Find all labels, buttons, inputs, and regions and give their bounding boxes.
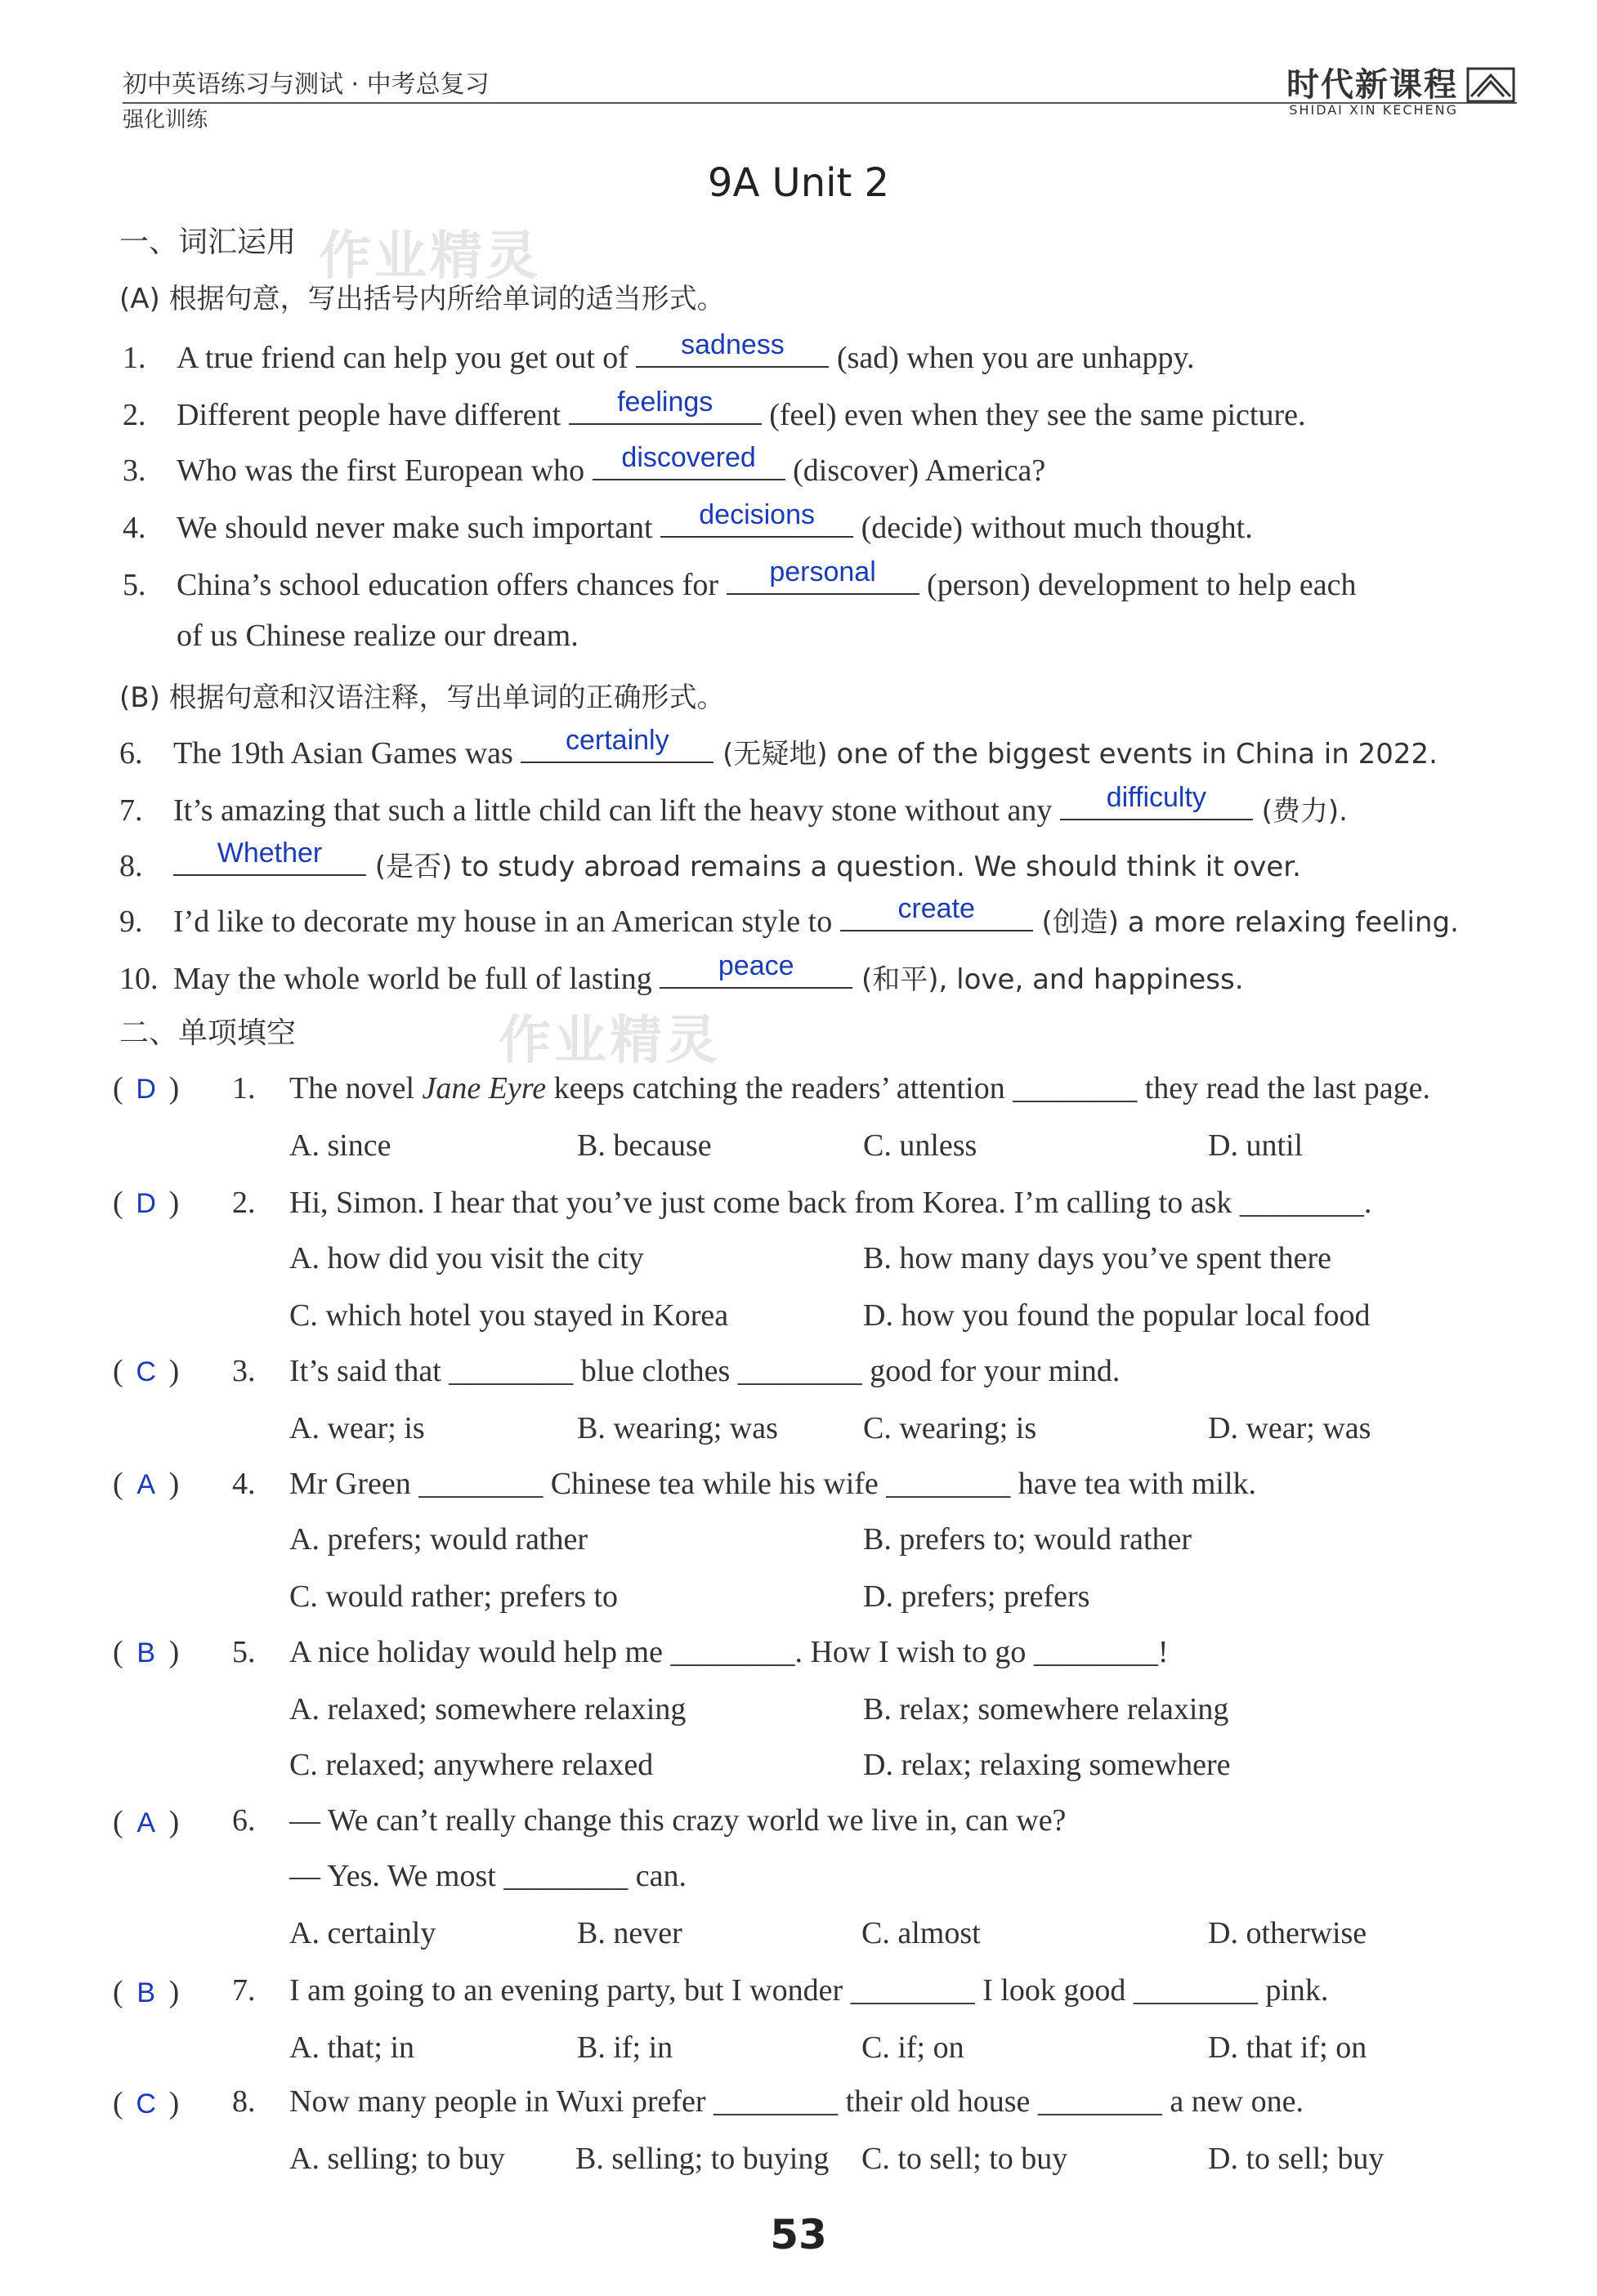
- watermark: 作业精灵: [499, 1011, 721, 1071]
- vocab-item-6: 6. The 19th Asian Games was certainly (无疑地) one of the biggest events in China in 2022.: [119, 725, 1438, 771]
- vocab-item-3: 3. Who was the first European who discovered (discover) America?: [123, 442, 1046, 488]
- option[interactable]: A. wear; is: [289, 1411, 425, 1445]
- answer-blank[interactable]: peace: [660, 956, 852, 989]
- vocab-item-10: 10. May the whole world be full of lasting peace (和平), love, and happiness.: [119, 950, 1244, 996]
- brand-name-cn: 时代新课程: [1286, 66, 1458, 104]
- book-title: 初中英语练习与测试 · 中考总复习: [123, 70, 490, 99]
- answer-paren: ( C ): [113, 1354, 180, 1388]
- question-stem: 1. The novel Jane Eyre keeps catching the readers’ attention ________ they read the last page.: [232, 1071, 1430, 1106]
- answer-blank[interactable]: feelings: [569, 392, 762, 425]
- option[interactable]: C. wearing; is: [863, 1411, 1037, 1445]
- brand-logo-icon: [1466, 67, 1515, 103]
- question-stem: 7. I am going to an evening party, but I wonder ________ I look good ________ pink.: [232, 1973, 1329, 2008]
- option[interactable]: A. relaxed; somewhere relaxing: [289, 1692, 687, 1726]
- section-heading: 一、词汇运用: [119, 226, 297, 259]
- option[interactable]: B. prefers to; would rather: [863, 1522, 1192, 1557]
- answer-blank[interactable]: certainly: [521, 730, 714, 763]
- option[interactable]: A. selling; to buy: [289, 2142, 505, 2176]
- option[interactable]: C. to sell; to buy: [861, 2142, 1068, 2176]
- option[interactable]: C. almost: [861, 1916, 981, 1950]
- answer-blank[interactable]: personal: [727, 562, 919, 595]
- vocab-item-1: 1. A true friend can help you get out of sadness (sad) when you are unhappy.: [123, 329, 1195, 375]
- section-heading: 二、单项填空: [119, 1016, 297, 1050]
- vocab-item-8: 8. Whether (是否) to study abroad remains a question. We should think it over.: [119, 838, 1301, 883]
- answer-paren: ( A ): [113, 1805, 180, 1839]
- option[interactable]: B. selling; to buying: [575, 2142, 830, 2176]
- option[interactable]: A. since: [289, 1128, 391, 1163]
- vocab-item-5-continued: of us Chinese realize our dream.: [177, 619, 579, 653]
- answer-blank[interactable]: decisions: [660, 505, 853, 538]
- choice-answer[interactable]: A: [136, 1469, 155, 1500]
- choice-answer[interactable]: D: [136, 1188, 156, 1219]
- answer-paren: ( D ): [113, 1071, 180, 1106]
- answer-paren: ( B ): [113, 1635, 180, 1669]
- part-b-instruction: (B) 根据句意和汉语注释，写出单词的正确形式。: [119, 681, 725, 714]
- answer-paren: ( B ): [113, 1975, 180, 2009]
- option[interactable]: A. that; in: [289, 2030, 415, 2065]
- option[interactable]: C. would rather; prefers to: [289, 1579, 619, 1614]
- option[interactable]: D. that if; on: [1208, 2030, 1367, 2065]
- brand-name-en: SHIDAI XIN KECHENG: [1289, 102, 1458, 118]
- part-a-instruction: (A) 根据句意，写出括号内所给单词的适当形式。: [119, 283, 725, 315]
- answer-blank[interactable]: Whether: [173, 843, 366, 876]
- choice-answer[interactable]: D: [136, 1074, 156, 1105]
- brand: [1254, 59, 1515, 118]
- answer-paren: ( D ): [113, 1186, 180, 1220]
- question-stem: 6. — We can’t really change this crazy world we live in, can we?: [232, 1803, 1067, 1838]
- answer-blank[interactable]: create: [840, 899, 1033, 931]
- option[interactable]: A. how did you visit the city: [289, 1241, 644, 1275]
- option[interactable]: D. wear; was: [1208, 1411, 1371, 1445]
- option[interactable]: C. if; on: [861, 2030, 964, 2065]
- option[interactable]: D. prefers; prefers: [863, 1579, 1090, 1614]
- option[interactable]: B. relax; somewhere relaxing: [863, 1692, 1229, 1726]
- watermark: 作业精灵: [319, 226, 541, 287]
- option[interactable]: B. if; in: [577, 2030, 673, 2065]
- option[interactable]: C. relaxed; anywhere relaxed: [289, 1748, 654, 1782]
- vocab-item-9: 9. I’d like to decorate my house in an American style to create (创造) a more relaxing feeling.: [119, 893, 1459, 939]
- answer-paren: ( C ): [113, 2086, 180, 2120]
- option[interactable]: C. which hotel you stayed in Korea: [289, 1298, 729, 1333]
- page-number: 53: [770, 2211, 827, 2258]
- option[interactable]: B. never: [577, 1916, 682, 1950]
- choice-answer[interactable]: B: [136, 1977, 155, 2008]
- option[interactable]: A. prefers; would rather: [289, 1522, 588, 1557]
- option[interactable]: C. unless: [863, 1128, 977, 1163]
- choice-answer[interactable]: C: [136, 2088, 156, 2120]
- question-stem-line2: — Yes. We most ________ can.: [289, 1859, 687, 1893]
- choice-answer[interactable]: A: [136, 1807, 155, 1838]
- question-stem: 5. A nice holiday would help me ________. How I wish to go ________!: [232, 1635, 1169, 1669]
- option[interactable]: D. how you found the popular local food: [863, 1298, 1371, 1333]
- option[interactable]: B. because: [577, 1128, 712, 1163]
- vocab-item-2: 2. Different people have different feelings (feel) even when they see the same picture.: [123, 386, 1306, 432]
- answer-blank[interactable]: discovered: [593, 448, 785, 480]
- option[interactable]: D. otherwise: [1208, 1916, 1367, 1950]
- book-subtitle: 强化训练: [123, 108, 208, 132]
- option[interactable]: D. until: [1208, 1128, 1304, 1163]
- page-title: 9A Unit 2: [707, 160, 890, 206]
- option[interactable]: D. to sell; buy: [1208, 2142, 1385, 2176]
- answer-blank[interactable]: sadness: [636, 335, 829, 368]
- question-stem: 4. Mr Green ________ Chinese tea while his wife ________ have tea with milk.: [232, 1467, 1257, 1501]
- choice-answer[interactable]: B: [136, 1637, 155, 1668]
- option[interactable]: D. relax; relaxing somewhere: [863, 1748, 1231, 1782]
- choice-answer[interactable]: C: [136, 1356, 156, 1387]
- vocab-item-4: 4. We should never make such important decisions (decide) without much thought.: [123, 499, 1253, 545]
- answer-paren: ( A ): [113, 1467, 180, 1501]
- question-stem: 2. Hi, Simon. I hear that you’ve just come back from Korea. I’m calling to ask ________.: [232, 1186, 1372, 1220]
- option[interactable]: B. how many days you’ve spent there: [863, 1241, 1332, 1275]
- question-stem: 3. It’s said that ________ blue clothes ________ good for your mind.: [232, 1354, 1121, 1388]
- option[interactable]: B. wearing; was: [577, 1411, 778, 1445]
- vocab-item-5: 5. China’s school education offers chances for personal (person) development to help each: [123, 556, 1357, 602]
- option[interactable]: A. certainly: [289, 1916, 436, 1950]
- answer-blank[interactable]: difficulty: [1060, 788, 1253, 820]
- question-stem: 8. Now many people in Wuxi prefer ________ their old house ________ a new one.: [232, 2084, 1304, 2119]
- vocab-item-7: 7. It’s amazing that such a little child can lift the heavy stone without any difficulty (费力).: [119, 782, 1348, 828]
